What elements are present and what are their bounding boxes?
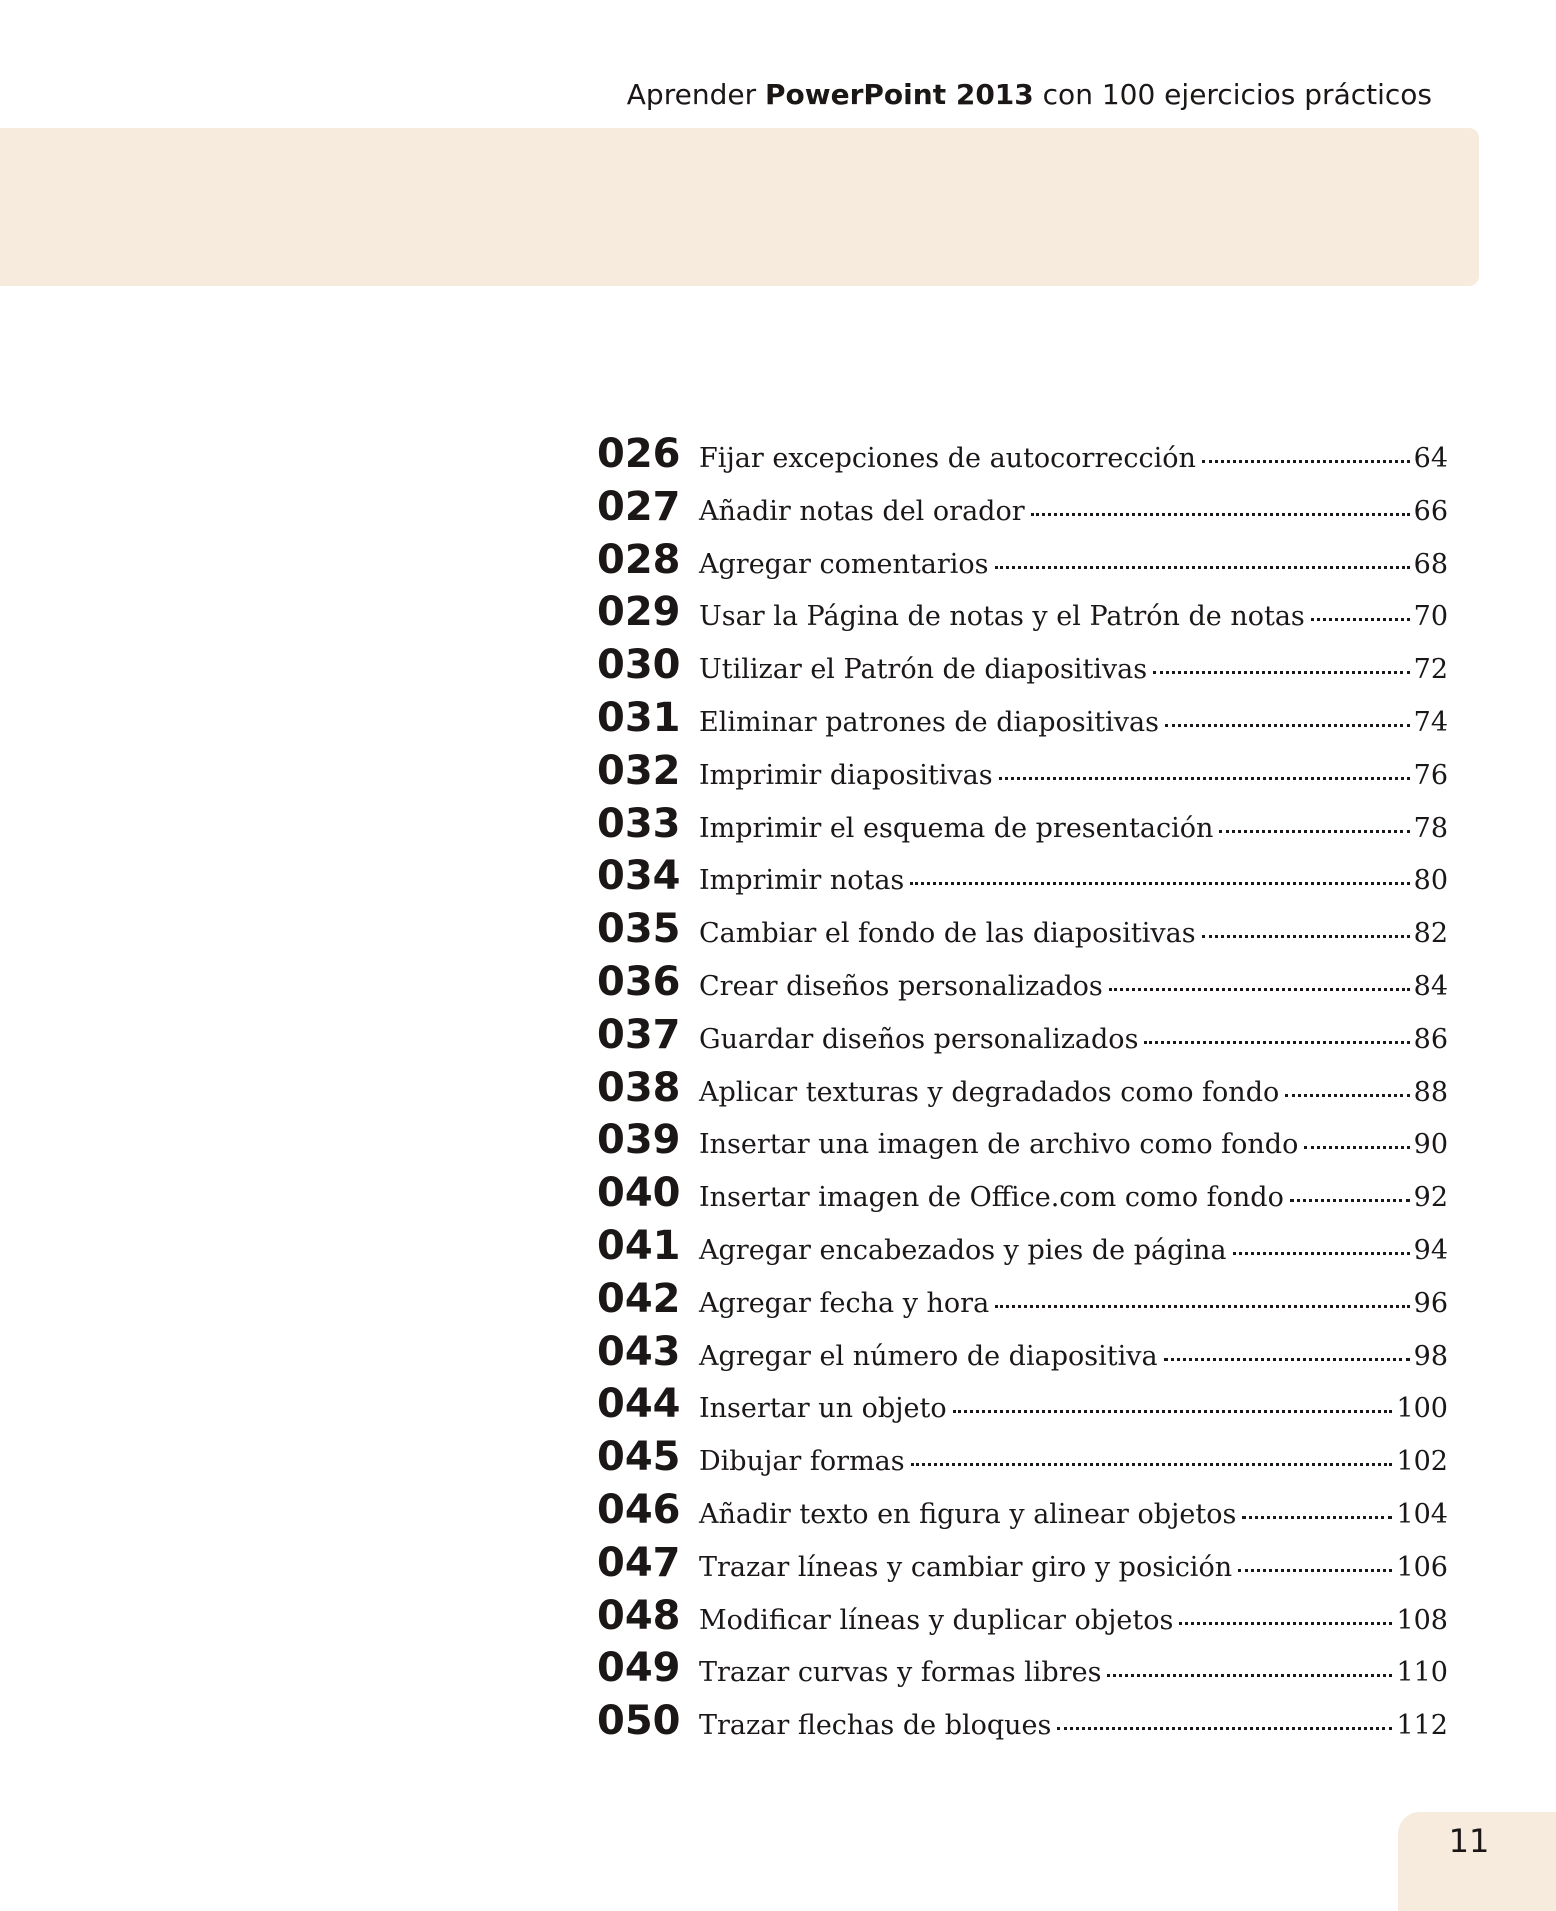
toc-dot-leader: [1107, 1674, 1392, 1677]
toc-entry: [597, 1009, 1448, 1062]
toc-dot-leader: [1238, 1569, 1392, 1572]
toc-entry-number: 044: [597, 1381, 681, 1428]
toc-entry-number: 042: [597, 1275, 681, 1322]
toc-entry-title: Utilizar el Patrón de diapositivas: [699, 654, 1148, 686]
toc-entry-page: 82: [1413, 918, 1448, 950]
toc-entry-page: 90: [1413, 1129, 1448, 1161]
toc-entry-number: 040: [597, 1170, 681, 1217]
toc-dot-leader: [1242, 1516, 1392, 1519]
toc-entry-title: Cambiar el fondo de las diapositivas: [699, 918, 1196, 950]
toc-entry: [597, 481, 1448, 534]
toc-entry-number: 043: [597, 1328, 681, 1375]
toc-entry-page: 80: [1413, 865, 1448, 897]
toc-entry-number: 035: [597, 906, 681, 953]
page-number: 11: [1448, 1822, 1490, 1860]
toc-dot-leader: [999, 777, 1410, 780]
toc-dot-leader: [1233, 1252, 1410, 1255]
toc-entry-number: 028: [597, 536, 681, 583]
toc-entry: [597, 956, 1448, 1009]
toc-dot-leader: [1057, 1727, 1392, 1730]
header-product: PowerPoint 2013: [764, 78, 1034, 111]
toc-entry-page: 86: [1413, 1023, 1448, 1055]
running-header: [627, 78, 1432, 111]
toc-entry-title: Insertar imagen de Office.com como fondo: [699, 1182, 1284, 1214]
toc-entry: [597, 1062, 1448, 1115]
toc-entry-number: 029: [597, 589, 681, 636]
toc-entry-page: 88: [1413, 1076, 1448, 1108]
toc-dot-leader: [1202, 935, 1410, 938]
toc-entry-number: 039: [597, 1117, 681, 1164]
header-suffix: con 100 ejercicios prácticos: [1033, 78, 1432, 111]
table-of-contents: [597, 428, 1448, 1748]
toc-dot-leader: [953, 1410, 1393, 1413]
toc-entry-number: 032: [597, 747, 681, 794]
toc-entry-title: Imprimir notas: [699, 865, 905, 897]
toc-entry-number: 038: [597, 1064, 681, 1111]
toc-entry-title: Usar la Página de notas y el Patrón de notas: [699, 601, 1305, 633]
toc-entry-title: Insertar una imagen de archivo como fondo: [699, 1129, 1299, 1161]
toc-entry-page: 84: [1413, 970, 1448, 1002]
toc-entry-number: 050: [597, 1698, 681, 1745]
toc-entry-page: 78: [1413, 812, 1448, 844]
toc-entry-page: 72: [1413, 654, 1448, 686]
toc-entry-page: 98: [1413, 1340, 1448, 1372]
toc-entry: [597, 692, 1448, 745]
toc-entry-title: Guardar diseños personalizados: [699, 1023, 1139, 1055]
toc-entry-number: 047: [597, 1539, 681, 1586]
toc-entry-number: 045: [597, 1434, 681, 1481]
toc-entry: [597, 1114, 1448, 1167]
toc-dot-leader: [911, 1463, 1393, 1466]
toc-entry-number: 026: [597, 431, 681, 477]
toc-dot-leader: [1164, 1358, 1410, 1361]
toc-dot-leader: [1165, 724, 1410, 727]
toc-dot-leader: [1109, 988, 1410, 991]
toc-entry: [597, 1273, 1448, 1326]
toc-entry-page: 76: [1413, 759, 1448, 791]
toc-entry-title: Fijar excepciones de autocorrección: [699, 443, 1196, 474]
toc-dot-leader: [1219, 830, 1409, 833]
toc-entry: [597, 586, 1448, 639]
toc-entry-page: 70: [1413, 601, 1448, 633]
toc-entry-title: Agregar el número de diapositiva: [699, 1340, 1158, 1372]
toc-dot-leader: [1285, 1094, 1409, 1097]
toc-entry-title: Trazar líneas y cambiar giro y posición: [699, 1551, 1233, 1583]
toc-dot-leader: [1144, 1041, 1409, 1044]
toc-entry-title: Trazar curvas y formas libres: [699, 1657, 1102, 1689]
toc-entry-page: 68: [1413, 548, 1448, 580]
toc-entry-title: Modificar líneas y duplicar objetos: [699, 1604, 1174, 1636]
toc-entry-number: 030: [597, 642, 681, 689]
toc-dot-leader: [1304, 1146, 1409, 1149]
toc-entry-page: 102: [1396, 1446, 1448, 1478]
toc-entry: [597, 903, 1448, 956]
toc-entry: [597, 1431, 1448, 1484]
toc-entry-title: Dibujar formas: [699, 1446, 905, 1478]
toc-entry-page: 112: [1396, 1710, 1448, 1742]
toc-entry: [597, 1167, 1448, 1220]
toc-entry-number: 041: [597, 1222, 681, 1269]
toc-entry-title: Trazar flechas de bloques: [699, 1710, 1052, 1742]
toc-dot-leader: [1031, 513, 1410, 516]
toc-entry-title: Crear diseños personalizados: [699, 970, 1103, 1002]
toc-entry-page: 92: [1413, 1182, 1448, 1214]
toc-entry-page: 104: [1396, 1498, 1448, 1530]
toc-entry: [597, 1642, 1448, 1695]
toc-entry: [597, 534, 1448, 587]
toc-entry-number: 048: [597, 1592, 681, 1639]
toc-entry-page: 96: [1413, 1287, 1448, 1319]
toc-dot-leader: [1153, 671, 1410, 674]
toc-entry: [597, 1537, 1448, 1590]
toc-entry: [597, 1326, 1448, 1379]
toc-entry: [597, 428, 1448, 481]
toc-entry-title: Agregar comentarios: [699, 548, 989, 580]
toc-entry: [597, 745, 1448, 798]
header-prefix: Aprender: [626, 78, 765, 111]
toc-entry-title: Añadir notas del orador: [699, 495, 1025, 527]
toc-dot-leader: [1311, 618, 1410, 621]
toc-entry-title: Imprimir el esquema de presentación: [699, 812, 1214, 844]
toc-entry-title: Eliminar patrones de diapositivas: [699, 706, 1159, 738]
toc-entry: [597, 850, 1448, 903]
toc-entry-title: Agregar fecha y hora: [699, 1287, 990, 1319]
toc-entry-number: 046: [597, 1486, 681, 1533]
toc-entry-number: 031: [597, 694, 681, 741]
header-band: [0, 128, 1479, 286]
toc-entry: [597, 639, 1448, 692]
toc-entry-number: 027: [597, 483, 681, 530]
toc-entry: [597, 1378, 1448, 1431]
toc-entry-title: Añadir texto en figura y alinear objetos: [699, 1498, 1237, 1530]
toc-entry-number: 049: [597, 1645, 681, 1692]
toc-dot-leader: [995, 566, 1410, 569]
toc-entry-title: Insertar un objeto: [699, 1393, 947, 1425]
toc-entry-title: Aplicar texturas y degradados como fondo: [699, 1076, 1280, 1108]
toc-dot-leader: [995, 1305, 1409, 1308]
toc-entry-page: 108: [1396, 1604, 1448, 1636]
toc-dot-leader: [910, 882, 1409, 885]
toc-entry-page: 94: [1413, 1234, 1448, 1266]
toc-entry: [597, 798, 1448, 851]
toc-entry-page: 74: [1413, 706, 1448, 738]
toc-entry-title: Agregar encabezados y pies de página: [699, 1234, 1227, 1266]
toc-entry-number: 034: [597, 853, 681, 900]
toc-entry: [597, 1590, 1448, 1643]
toc-dot-leader: [1202, 460, 1410, 463]
toc-entry-number: 037: [597, 1011, 681, 1058]
toc-entry-number: 036: [597, 958, 681, 1005]
toc-entry-page: 66: [1413, 495, 1448, 527]
toc-entry-number: 033: [597, 800, 681, 847]
toc-entry-page: 100: [1396, 1393, 1448, 1425]
toc-entry-page: 106: [1396, 1551, 1448, 1583]
toc-entry: [597, 1220, 1448, 1273]
toc-entry: [597, 1695, 1448, 1748]
toc-entry-page: 64: [1413, 443, 1448, 474]
toc-dot-leader: [1290, 1199, 1410, 1202]
toc-entry-title: Imprimir diapositivas: [699, 759, 993, 791]
toc-dot-leader: [1179, 1622, 1392, 1625]
toc-entry-page: 110: [1396, 1657, 1448, 1689]
toc-entry: [597, 1484, 1448, 1537]
